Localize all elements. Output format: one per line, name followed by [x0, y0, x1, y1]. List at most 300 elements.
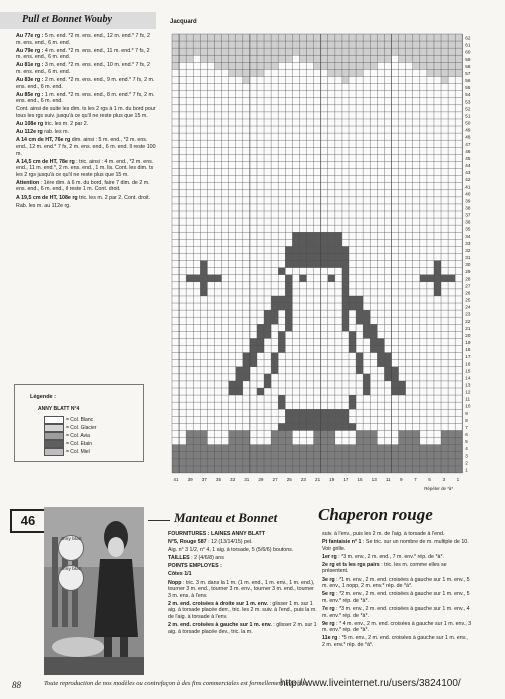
- stitch-cell: [335, 48, 342, 55]
- stitch-cell: [314, 452, 321, 459]
- stitch-cell: [434, 445, 441, 452]
- supplies-paragraph-lead: TAILLES: [168, 555, 190, 562]
- stitch-cell: [207, 466, 214, 473]
- stitch-cell: [243, 459, 250, 466]
- stitch-cell: [356, 303, 363, 310]
- legend-swatch: [44, 448, 64, 456]
- section-title: Manteau et Bonnet: [174, 510, 278, 525]
- stitch-cell: [342, 76, 349, 83]
- row-number: 40: [465, 191, 471, 197]
- stitch-cell: [335, 246, 342, 253]
- stitch-cell: [292, 452, 299, 459]
- stitch-cell: [391, 41, 398, 48]
- stitch-cell: [236, 381, 243, 388]
- stitch-cell: [441, 430, 448, 437]
- column-number: 11: [385, 476, 391, 482]
- stitch-cell: [250, 459, 257, 466]
- stitch-cell: [222, 445, 229, 452]
- stitch-paragraph-lead: 11e rg: [322, 635, 338, 642]
- stitch-cell: [271, 353, 278, 360]
- stitch-cell: [342, 423, 349, 430]
- stitch-cell: [250, 466, 257, 473]
- stitch-cell: [441, 55, 448, 62]
- stitch-cell: [427, 55, 434, 62]
- stitch-cell: [335, 69, 342, 76]
- instruction-paragraph-text: 1 m. end. *2 m. ens. end., 8 m. end.* 7 fs, 2 m. ens. end., 6 m. end.: [16, 91, 156, 105]
- stitch-cell: [278, 331, 285, 338]
- stitch-cell: [285, 459, 292, 466]
- stitch-cell: [278, 48, 285, 55]
- column-number: 9: [399, 476, 403, 482]
- stitch-cell: [207, 275, 214, 282]
- stitch-cell: [384, 445, 391, 452]
- column-number: 25: [286, 476, 292, 482]
- stitch-cell: [342, 69, 349, 76]
- stitch-cell: [236, 55, 243, 62]
- stitch-cell: [420, 275, 427, 282]
- stitch-cell: [335, 239, 342, 246]
- stitch-cell: [307, 55, 314, 62]
- stitch-cell: [349, 69, 356, 76]
- stitch-cell: [321, 239, 328, 246]
- stitch-cell: [207, 41, 214, 48]
- stitch-cell: [342, 62, 349, 69]
- instruction-paragraph-text: : 1ère dim. à 6 m. du bord, faire 7 dim. de 2 m. ens. end., 6 m. end., il reste 1 m. Cont. droit.: [16, 179, 152, 193]
- stitch-cell: [370, 48, 377, 55]
- legend-label: = Col. Miel: [66, 449, 90, 455]
- instruction-paragraph-lead: Au 112e rg: [16, 129, 43, 136]
- stitch-cell: [413, 62, 420, 69]
- stitch-cell: [285, 303, 292, 310]
- stitch-cell: [271, 452, 278, 459]
- stitch-cell: [285, 282, 292, 289]
- stitch-cell: [200, 430, 207, 437]
- stitch-cell: [314, 232, 321, 239]
- stitch-cell: [377, 55, 384, 62]
- row-number: 9: [465, 410, 468, 416]
- stitch-cell: [406, 466, 413, 473]
- stitch-cell: [356, 48, 363, 55]
- stitch-cell: [441, 48, 448, 55]
- column-number: 3: [442, 476, 446, 482]
- stitch-cell: [377, 34, 384, 41]
- stitch-cell: [455, 430, 462, 437]
- row-number: 49: [465, 127, 471, 133]
- stitch-cell: [441, 69, 448, 76]
- stitch-cell: [342, 48, 349, 55]
- stitch-cell: [441, 76, 448, 83]
- stitch-cell: [399, 430, 406, 437]
- stitch-cell: [285, 317, 292, 324]
- stitch-cell: [342, 303, 349, 310]
- instruction-paragraph-lead: Au 108e rg: [16, 121, 44, 128]
- instruction-paragraph-lead: Au 77e rg :: [16, 33, 44, 39]
- stitch-cell: [271, 34, 278, 41]
- stitch-cell: [292, 261, 299, 268]
- row-number: 30: [465, 262, 471, 268]
- stitch-cell: [342, 459, 349, 466]
- instruction-paragraph: [16, 137, 156, 157]
- row-number: 59: [465, 56, 471, 62]
- stitch-cell: [399, 452, 406, 459]
- stitch-cell: [186, 452, 193, 459]
- stitch-cell: [264, 48, 271, 55]
- row-number: 57: [465, 70, 471, 76]
- stitch-cell: [455, 69, 462, 76]
- stitch-cell: [427, 459, 434, 466]
- stitch-cell: [335, 62, 342, 69]
- stitch-cell: [229, 41, 236, 48]
- stitch-cell: [321, 261, 328, 268]
- stitch-cell: [278, 395, 285, 402]
- stitch-cell: [214, 62, 221, 69]
- stitch-cell: [271, 317, 278, 324]
- stitch-cell: [328, 459, 335, 466]
- row-number: 48: [465, 134, 471, 140]
- stitch-cell: [448, 275, 455, 282]
- stitch-cell: [307, 232, 314, 239]
- row-number: 56: [465, 78, 471, 84]
- stitch-cell: [328, 445, 335, 452]
- stitch-cell: [342, 409, 349, 416]
- stitch-cell: [427, 41, 434, 48]
- stitch-paragraph-text: : *5 m. env., 2 m. end. croisées à gauche sur 1 m. env., 2 m. env.* rép. de *à*.: [322, 635, 470, 648]
- stitch-cell: [285, 445, 292, 452]
- stitch-cell: [285, 55, 292, 62]
- stitch-cell: [236, 445, 243, 452]
- stitch-paragraph: [322, 539, 472, 552]
- stitch-cell: [321, 423, 328, 430]
- stitch-cell: [200, 459, 207, 466]
- stitch-cell: [356, 430, 363, 437]
- stitch-cell: [257, 452, 264, 459]
- stitch-cell: [186, 34, 193, 41]
- stitch-cell: [179, 466, 186, 473]
- stitch-cell: [363, 62, 370, 69]
- stitch-cell: [335, 253, 342, 260]
- title-rule: [148, 520, 170, 521]
- stitch-cell: [321, 34, 328, 41]
- stitch-cell: [264, 452, 271, 459]
- row-number: 11: [465, 396, 471, 402]
- instruction-paragraph: [16, 62, 156, 75]
- stitch-paragraph-text: : *2 m. env., 2 m. end. croisées à gauche sur 1 m. env., 5 m. env.* rép. de *à*.: [322, 591, 472, 604]
- stitch-cell: [370, 55, 377, 62]
- copyright-notice: Toute reproduction de nos modèles ou contrefaçon à des fins commerciales est formellement interdite.: [44, 680, 309, 687]
- stitch-cell: [264, 331, 271, 338]
- stitch-cell: [399, 459, 406, 466]
- stitch-cell: [314, 246, 321, 253]
- supplies-paragraph-text: : glisser 2 m. sur 1 aig. à torsade placée dev., tric. la m.: [168, 622, 319, 635]
- supplies-paragraph-text: : 2 (4/6/8) ans: [189, 555, 224, 562]
- row-number: 33: [465, 240, 471, 246]
- stitch-cell: [384, 459, 391, 466]
- stitch-cell: [356, 459, 363, 466]
- column-number: 15: [357, 476, 363, 482]
- stitch-cell: [363, 317, 370, 324]
- stitch-cell: [271, 466, 278, 473]
- stitch-cell: [243, 48, 250, 55]
- stitch-cell: [455, 466, 462, 473]
- stitch-cell: [370, 346, 377, 353]
- page-number: 88: [12, 680, 21, 690]
- stitch-cell: [299, 466, 306, 473]
- stitch-cell: [243, 76, 250, 83]
- stitch-cell: [236, 69, 243, 76]
- stitch-cell: [413, 452, 420, 459]
- stitch-cell: [278, 41, 285, 48]
- stitch-cell: [243, 367, 250, 374]
- stitch-cell: [314, 430, 321, 437]
- stitch-cell: [314, 416, 321, 423]
- row-number: 4: [465, 446, 468, 452]
- stitch-cell: [328, 416, 335, 423]
- stitch-cell: [250, 445, 257, 452]
- stitch-cell: [236, 374, 243, 381]
- stitch-cell: [335, 41, 342, 48]
- stitch-cell: [307, 253, 314, 260]
- stitch-cell: [377, 466, 384, 473]
- stitch-cell: [356, 452, 363, 459]
- brand-badge-1: anny blatt: [58, 535, 84, 561]
- instruction-paragraph: [16, 77, 156, 90]
- instruction-paragraph-text: tric. les m. 2 par 2. Cont. droit.: [77, 194, 151, 201]
- stitch-cell: [264, 459, 271, 466]
- stitch-cell: [278, 338, 285, 345]
- row-number: 19: [465, 340, 471, 346]
- instruction-paragraph: [16, 33, 156, 46]
- instruction-paragraph-text: : tric. ainsi : 4 m. end., *2 m. ens. end., 11 m. end.*, 2 m. ens. end., 1 m. lis. Cont. les dim. ts les 2 rgs jusqu'à ce qu'il ne reste plus que 15 m.: [16, 158, 155, 178]
- stitch-cell: [370, 438, 377, 445]
- stitch-cell: [278, 452, 285, 459]
- stitch-cell: [278, 55, 285, 62]
- row-number: 15: [465, 368, 471, 374]
- stitch-cell: [314, 55, 321, 62]
- legend-subtitle: ANNY BLATT N°4: [38, 406, 80, 412]
- stitch-cell: [200, 261, 207, 268]
- stitch-cell: [172, 55, 179, 62]
- stitch-cell: [307, 459, 314, 466]
- stitch-cell: [257, 338, 264, 345]
- stitch-cell: [214, 445, 221, 452]
- instruction-paragraph: [16, 195, 156, 202]
- stitch-cell: [257, 331, 264, 338]
- stitch-cell: [363, 374, 370, 381]
- supplies-paragraph-lead: N°5, Rouge 587: [168, 539, 207, 546]
- stitch-cell: [200, 466, 207, 473]
- stitch-cell: [399, 445, 406, 452]
- row-number: 53: [465, 99, 471, 105]
- stitch-cell: [292, 466, 299, 473]
- stitch-cell: [384, 452, 391, 459]
- stitch-cell: [370, 338, 377, 345]
- stitch-cell: [420, 445, 427, 452]
- stitch-cell: [179, 41, 186, 48]
- stitch-paragraph: [322, 621, 472, 634]
- stitch-cell: [200, 289, 207, 296]
- stitch-cell: [328, 48, 335, 55]
- stitch-cell: [441, 452, 448, 459]
- stitch-cell: [441, 34, 448, 41]
- stitch-cell: [292, 41, 299, 48]
- stitch-cell: [271, 459, 278, 466]
- stitch-cell: [292, 34, 299, 41]
- legend-swatch: [44, 416, 64, 424]
- row-number: 29: [465, 269, 471, 275]
- stitch-cell: [434, 459, 441, 466]
- supplies-paragraph-text: : 12 (13/14/15) pel.: [206, 539, 253, 546]
- stitch-cell: [172, 41, 179, 48]
- stitch-cell: [264, 445, 271, 452]
- stitch-cell: [349, 445, 356, 452]
- instruction-paragraph-lead: Au 79e rg :: [16, 47, 44, 54]
- stitch-cell: [243, 438, 250, 445]
- stitch-paragraph: [322, 606, 472, 619]
- stitch-cell: [377, 41, 384, 48]
- stitch-cell: [278, 34, 285, 41]
- stitch-cell: [285, 452, 292, 459]
- column-number: 39: [187, 476, 193, 482]
- stitch-cell: [356, 310, 363, 317]
- supplies-paragraph-lead: Côtes 1/1: [168, 571, 192, 578]
- stitch-cell: [229, 452, 236, 459]
- stitch-cell: [292, 459, 299, 466]
- stitch-cell: [186, 459, 193, 466]
- stitch-paragraph-lead: 3e rg: [322, 576, 335, 583]
- stitch-cell: [278, 430, 285, 437]
- stitch-cell: [222, 48, 229, 55]
- stitch-cell: [264, 324, 271, 331]
- stitch-cell: [285, 416, 292, 423]
- supplies-paragraph-lead: Nopp: [168, 579, 182, 586]
- stitch-cell: [342, 466, 349, 473]
- stitch-cell: [328, 253, 335, 260]
- stitch-cell: [285, 296, 292, 303]
- stitch-cell: [299, 239, 306, 246]
- stitch-cell: [342, 324, 349, 331]
- stitch-cell: [363, 452, 370, 459]
- stitch-cell: [193, 459, 200, 466]
- stitch-cell: [299, 423, 306, 430]
- stitch-cell: [356, 438, 363, 445]
- stitch-cell: [349, 296, 356, 303]
- stitch-cell: [384, 374, 391, 381]
- stitch-cell: [370, 466, 377, 473]
- stitch-cell: [285, 324, 292, 331]
- stitch-cell: [448, 459, 455, 466]
- column-number: 23: [300, 476, 306, 482]
- column-number: 13: [371, 476, 377, 482]
- stitch-cell: [222, 466, 229, 473]
- row-number: 2: [465, 460, 468, 466]
- stitch-cell: [377, 360, 384, 367]
- stitch-cell: [455, 62, 462, 69]
- stitch-cell: [278, 459, 285, 466]
- stitch-cell: [328, 438, 335, 445]
- stitch-cell: [342, 253, 349, 260]
- stitch-cell: [335, 459, 342, 466]
- stitch-cell: [391, 48, 398, 55]
- stitch-paragraph: [322, 577, 472, 590]
- section-title-emphasis: Chaperon rouge: [318, 505, 433, 524]
- stitch-cell: [299, 253, 306, 260]
- stitch-paragraph-text: suiv. à l'env., puis les 2 m. de l'aig. à torsade à l'end.: [322, 531, 445, 537]
- stitch-cell: [193, 41, 200, 48]
- stitch-cell: [434, 452, 441, 459]
- stitch-cell: [285, 275, 292, 282]
- stitch-cell: [441, 466, 448, 473]
- stitch-cell: [271, 303, 278, 310]
- row-number: 8: [465, 417, 468, 423]
- stitch-cell: [271, 62, 278, 69]
- stitch-cell: [186, 41, 193, 48]
- stitch-cell: [335, 261, 342, 268]
- supplies-paragraph: [168, 580, 318, 600]
- stitch-cell: [406, 459, 413, 466]
- stitch-cell: [342, 275, 349, 282]
- stitch-cell: [406, 34, 413, 41]
- row-number: 20: [465, 332, 471, 338]
- stitch-cell: [236, 438, 243, 445]
- stitch-cell: [264, 62, 271, 69]
- row-number: 5: [465, 439, 468, 445]
- instruction-paragraph-text: Cont. ainsi de suite les dim. ts les 2 rgs à 1 m. du bord pour tous les rgs suiv. jusqu'à ce qu'il ne reste plus que 15 m.: [16, 106, 158, 120]
- stitch-cell: [222, 41, 229, 48]
- stitch-cell: [236, 459, 243, 466]
- stitch-cell: [299, 41, 306, 48]
- stitch-cell: [264, 34, 271, 41]
- instruction-paragraph: [16, 180, 156, 193]
- legend-label: = Col. Glacier: [66, 425, 97, 431]
- stitch-cell: [349, 459, 356, 466]
- stitch-cell: [236, 48, 243, 55]
- instruction-paragraph: [16, 48, 156, 61]
- stitch-cell: [391, 452, 398, 459]
- stitch-cell: [250, 353, 257, 360]
- column-number: 7: [414, 476, 417, 482]
- stitch-cell: [455, 459, 462, 466]
- stitch-cell: [321, 253, 328, 260]
- stitch-cell: [363, 331, 370, 338]
- stitch-cell: [399, 48, 406, 55]
- stitch-cell: [257, 62, 264, 69]
- supplies-paragraph: [168, 547, 318, 554]
- row-number: 21: [465, 325, 471, 331]
- stitch-cell: [455, 438, 462, 445]
- stitch-cell: [292, 445, 299, 452]
- source-url[interactable]: http://www.liveinternet.ru/users/3824100/: [280, 678, 461, 689]
- stitch-cell: [321, 246, 328, 253]
- stitch-cell: [236, 388, 243, 395]
- stitch-cell: [285, 253, 292, 260]
- stitch-cell: [363, 430, 370, 437]
- stitch-cell: [264, 41, 271, 48]
- row-number: 38: [465, 205, 471, 211]
- supplies-paragraph: [168, 622, 318, 635]
- stitch-cell: [200, 282, 207, 289]
- stitch-cell: [363, 466, 370, 473]
- model-photo: [44, 507, 144, 675]
- stitch-cell: [427, 34, 434, 41]
- stitch-cell: [285, 34, 292, 41]
- stitch-cell: [243, 360, 250, 367]
- stitch-cell: [455, 55, 462, 62]
- stitch-cell: [214, 459, 221, 466]
- row-number: 54: [465, 92, 471, 98]
- stitch-cell: [193, 48, 200, 55]
- stitch-cell: [328, 246, 335, 253]
- section-number: 46: [10, 509, 46, 533]
